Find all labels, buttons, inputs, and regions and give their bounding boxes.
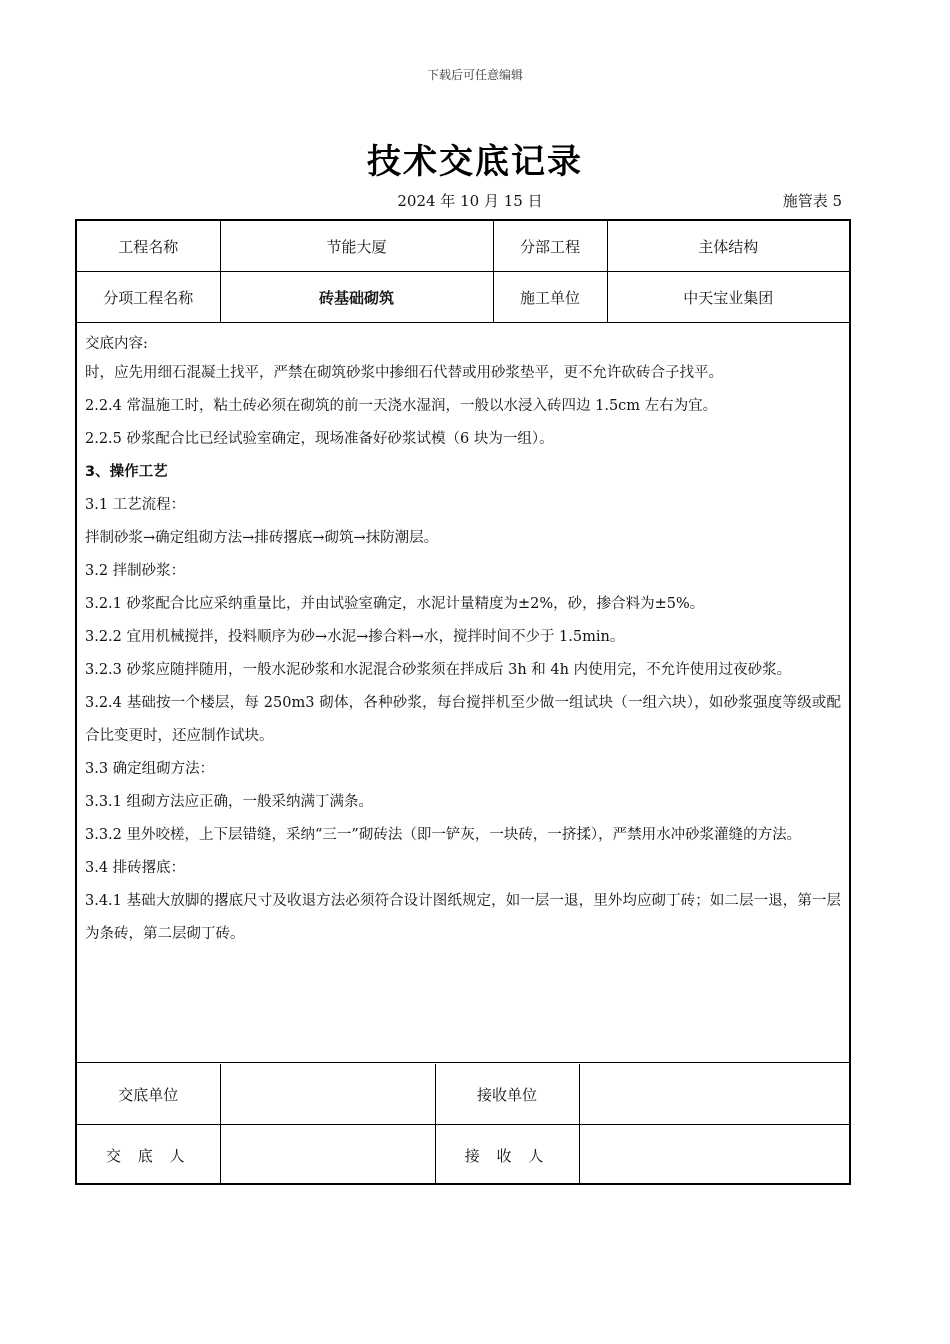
content-line: 3.2.2 宜用机械搅拌，投料顺序为砂→水泥→掺合料→水，搅拌时间不少于 1.5min。: [85, 629, 625, 645]
content-line: 3.4 排砖撂底：: [85, 860, 186, 876]
project-info-table: [77, 221, 849, 323]
content-line: 3.3 确定组砌方法：: [85, 761, 215, 777]
record-date: 2024 年 10 月 15 日: [397, 192, 543, 210]
record-form: [75, 219, 851, 1185]
handover-person-label: 交 底 人: [77, 1125, 220, 1186]
content-line: 3.2.4 基础按一个楼层，每 250m3 砌体，各种砂浆，每台搅拌机至少做一组试块（一组六块），如砂浆强度等级或配合比变更时，还应制作试块。: [85, 695, 841, 744]
page-title: 技术交底记录: [367, 142, 583, 182]
receiving-unit-label: 接收单位: [435, 1064, 579, 1125]
project-name-label: 工程名称: [77, 221, 220, 272]
content-label: 交底内容:: [85, 336, 148, 352]
subitem-name-label: 分项工程名称: [77, 272, 220, 323]
receiving-person-label: 接 收 人: [435, 1125, 579, 1186]
section-heading: 3、操作工艺: [85, 464, 168, 480]
content-line: 2.2.5 砂浆配合比已经试验室确定，现场准备好砂浆试模（6 块为一组）。: [85, 431, 554, 447]
content-line: 拌制砂浆→确定组砌方法→排砖撂底→砌筑→抹防潮层。: [85, 530, 439, 546]
handover-unit-label: 交底单位: [77, 1064, 220, 1125]
content-line: 时，应先用细石混凝土找平，严禁在砌筑砂浆中掺细石代替或用砂浆垫平，更不允许砍砖合子找平。: [85, 365, 723, 381]
contractor-value: 中天宝业集团: [607, 272, 849, 323]
signature-table: [77, 1064, 849, 1185]
table-row: [77, 1125, 849, 1186]
download-note: 下载后可任意编辑: [426, 68, 523, 82]
content-line: 3.2 拌制砂浆：: [85, 563, 186, 579]
table-row: [77, 221, 849, 272]
content-line: 3.4.1 基础大放脚的撂底尺寸及收退方法必须符合设计图纸规定，如一层一退，里外均应砌丁砖；如二层一退，第一层为条砖，第二层砌丁砖。: [85, 893, 841, 942]
handover-content: [77, 325, 849, 1063]
division-label: 分部工程: [493, 221, 607, 272]
receiving-person-field[interactable]: [579, 1125, 849, 1186]
content-line: 3.3.2 里外咬槎，上下层错缝，采纳“三一”砌砖法（即一铲灰，一块砖，一挤揉），严禁用水冲砂浆灌缝的方法。: [85, 827, 802, 843]
handover-unit-field[interactable]: [220, 1064, 435, 1125]
receiving-unit-field[interactable]: [579, 1064, 849, 1125]
handover-person-field[interactable]: [220, 1125, 435, 1186]
division-value: 主体结构: [607, 221, 849, 272]
contractor-label: 施工单位: [493, 272, 607, 323]
content-line: 2.2.4 常温施工时，粘土砖必须在砌筑的前一天浇水湿润，一般以水浸入砖四边 1.5cm 左右为宜。: [85, 398, 718, 414]
project-name-value: 节能大厦: [220, 221, 493, 272]
form-number: 施管表 5: [782, 192, 842, 210]
content-line: 3.1 工艺流程：: [85, 497, 186, 513]
content-line: 3.3.1 组砌方法应正确，一般采纳满丁满条。: [85, 794, 374, 810]
subitem-name-value: 砖基础砌筑: [220, 272, 493, 323]
table-row: [77, 272, 849, 323]
table-row: [77, 1064, 849, 1125]
content-line: 3.2.1 砂浆配合比应采纳重量比，并由试验室确定，水泥计量精度为±2%，砂，掺合料为±5%。: [85, 596, 705, 612]
content-line: 3.2.3 砂浆应随拌随用，一般水泥砂浆和水泥混合砂浆须在拌成后 3h 和 4h 内使用完，不允许使用过夜砂浆。: [85, 662, 792, 678]
